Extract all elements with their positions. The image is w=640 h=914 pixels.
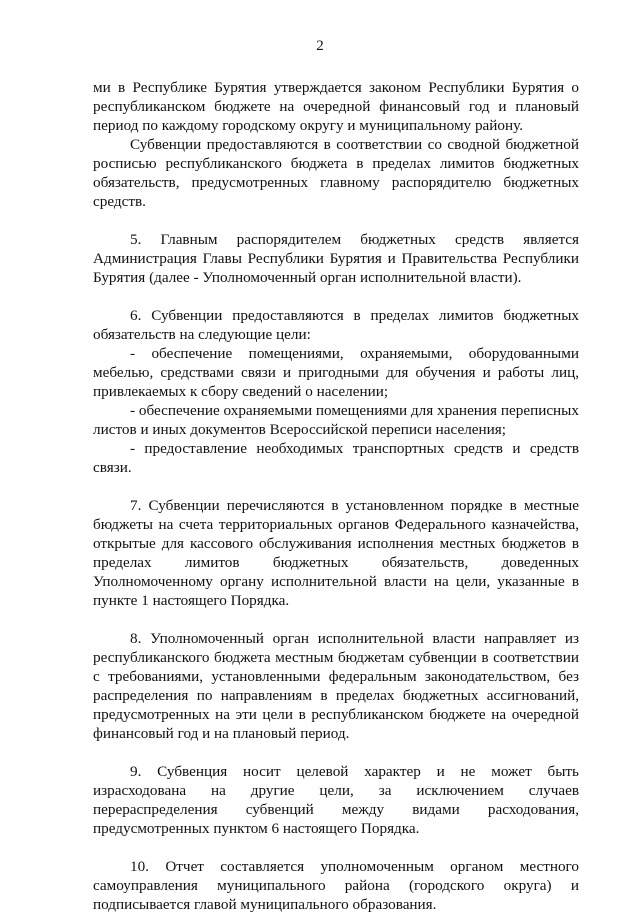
list-item-premises: - обеспечение помещениями, охраняемыми, оборудованными мебелью, средствами связи и пригодными для обучения и работы лиц, привлекаемых к сбору сведений о населении; [93, 345, 579, 400]
list-item-storage: - обеспечение охраняемыми помещениями для хранения переписных листов и иных документов Всероссийской переписи населения; [93, 402, 579, 438]
document-body [93, 78, 579, 914]
paragraph-item-9: 9. Субвенция носит целевой характер и не может быть израсходована на другие цели, за исключением случаев перераспределения субвенций между видами расходования, предусмотренных пунктом 6 настоящего Порядка. [93, 763, 579, 837]
paragraph-item-8: 8. Уполномоченный орган исполнительной власти направляет из республиканского бюджета местным бюджетам субвенции в соответствии с требованиями, установленными федеральным законодательством, без распределения по направлениям в пределах бюджетных ассигнований, предусмотренных на эти цели в республиканском бюджете на очередной финансовый год и на плановый период. [93, 630, 579, 742]
paragraph-continuation: ми в Республике Бурятия утверждается законом Республики Бурятия о республиканском бюджете на очередной финансовый год и плановый период по каждому городскому округу и муниципальному району. [93, 79, 579, 134]
list-item-transport: - предоставление необходимых транспортных средств и средств связи. [93, 440, 579, 476]
paragraph-item-7: 7. Субвенции перечисляются в установленном порядке в местные бюджеты на счета территориальных органов Федерального казначейства, открытые для кассового обслуживания исполнения местных бюджетов в пределах лимитов бюджетных обязательств, доведенных Уполномоченному органу исполнительной власти на цели, указанные в пункте 1 настоящего Порядка. [93, 497, 579, 609]
paragraph-item-6: 6. Субвенции предоставляются в пределах лимитов бюджетных обязательств на следующие цели: [93, 307, 579, 343]
page-number: 2 [316, 38, 324, 54]
paragraph-item-10: 10. Отчет составляется уполномоченным органом местного самоуправления муниципального района (городского округа) и подписывается главой муниципального образования. [93, 858, 579, 913]
paragraph-item-5: 5. Главным распорядителем бюджетных средств является Администрация Главы Республики Бурятия и Правительства Республики Бурятия (далее - Уполномоченный орган исполнительной власти). [93, 231, 579, 286]
paragraph-subvention-provision: Субвенции предоставляются в соответствии со сводной бюджетной росписью республиканского бюджета в пределах лимитов бюджетных обязательств, предусмотренных главному распорядителю бюджетных средств. [93, 136, 579, 210]
